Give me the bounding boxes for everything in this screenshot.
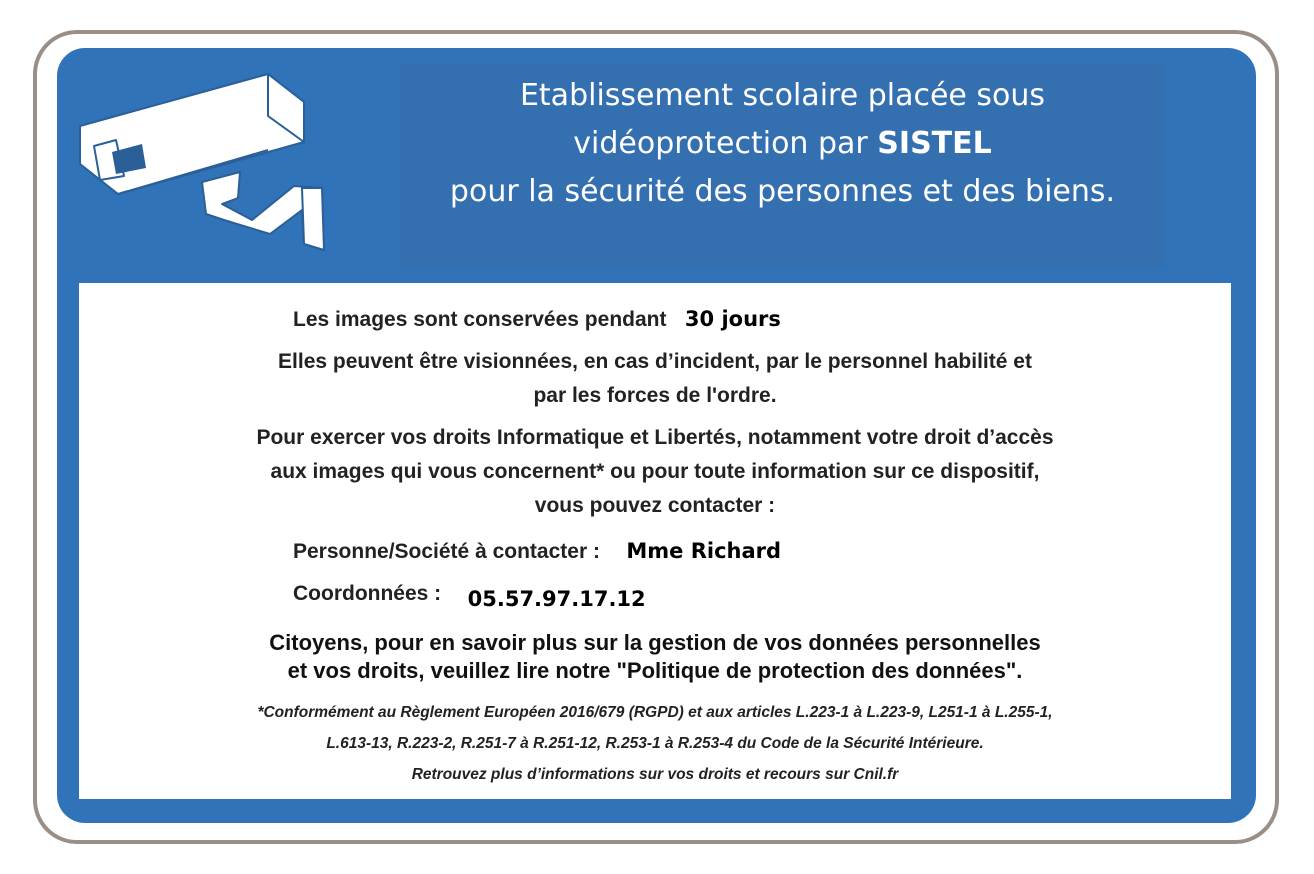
viewing-line-1: Elles peuvent être visionnées, en cas d’incident, par le personnel habilité et: [278, 350, 1032, 373]
citizens-line-2: et vos droits, veuillez lire notre "Politique de protection des données".: [287, 658, 1023, 683]
rights-text: [79, 421, 1231, 523]
header-line-2-prefix: vidéoprotection par: [573, 126, 868, 161]
contact-person-value: Mme Richard: [626, 539, 782, 563]
footnote-line-3: Retrouvez plus d’informations sur vos droits et recours sur Cnil.fr: [411, 766, 899, 783]
security-camera-icon: [72, 64, 342, 260]
brand-name: SISTEL: [877, 126, 992, 161]
footnote-line-1: *Conformément au Règlement Européen 2016/679 (RGPD) et aux articles L.223-1 à L.223-9, L251-1 à L.255-1,: [257, 704, 1053, 721]
citizens-line-1: Citoyens, pour en savoir plus sur la gestion de vos données personnelles: [269, 630, 1041, 655]
legal-footnote: [79, 697, 1231, 790]
rights-line-1: Pour exercer vos droits Informatique et Libertés, notamment votre droit d’accès: [256, 426, 1054, 449]
viewing-text: [79, 345, 1231, 413]
contact-person-label: Personne/Société à contacter :: [293, 540, 600, 563]
header-line-3: pour la sécurité des personnes et des biens.: [449, 174, 1116, 209]
contact-person-row: [293, 539, 781, 564]
rights-line-3: vous pouvez contacter :: [534, 494, 776, 517]
header-text: [400, 72, 1165, 216]
viewing-line-2: par les forces de l'ordre.: [533, 384, 777, 407]
retention-row: [293, 307, 781, 332]
retention-value: 30 jours: [684, 307, 781, 331]
contact-coords-value: 05.57.97.17.12: [467, 587, 646, 611]
rights-line-2: aux images qui vous concernent* ou pour toute information sur ce dispositif,: [270, 460, 1040, 483]
contact-coords-row: [293, 581, 646, 611]
footnote-line-2: L.613-13, R.223-2, R.251-7 à R.251-12, R.253-1 à R.253-4 du Code de la Sécurité Intérieure.: [326, 735, 984, 752]
info-panel: [79, 283, 1231, 799]
header-line-2: [400, 120, 1165, 168]
contact-coords-label: Coordonnées :: [293, 582, 442, 605]
retention-label: Les images sont conservées pendant: [293, 308, 667, 331]
citizens-notice: [79, 629, 1231, 685]
header-line-1: Etablissement scolaire placée sous: [519, 78, 1046, 113]
